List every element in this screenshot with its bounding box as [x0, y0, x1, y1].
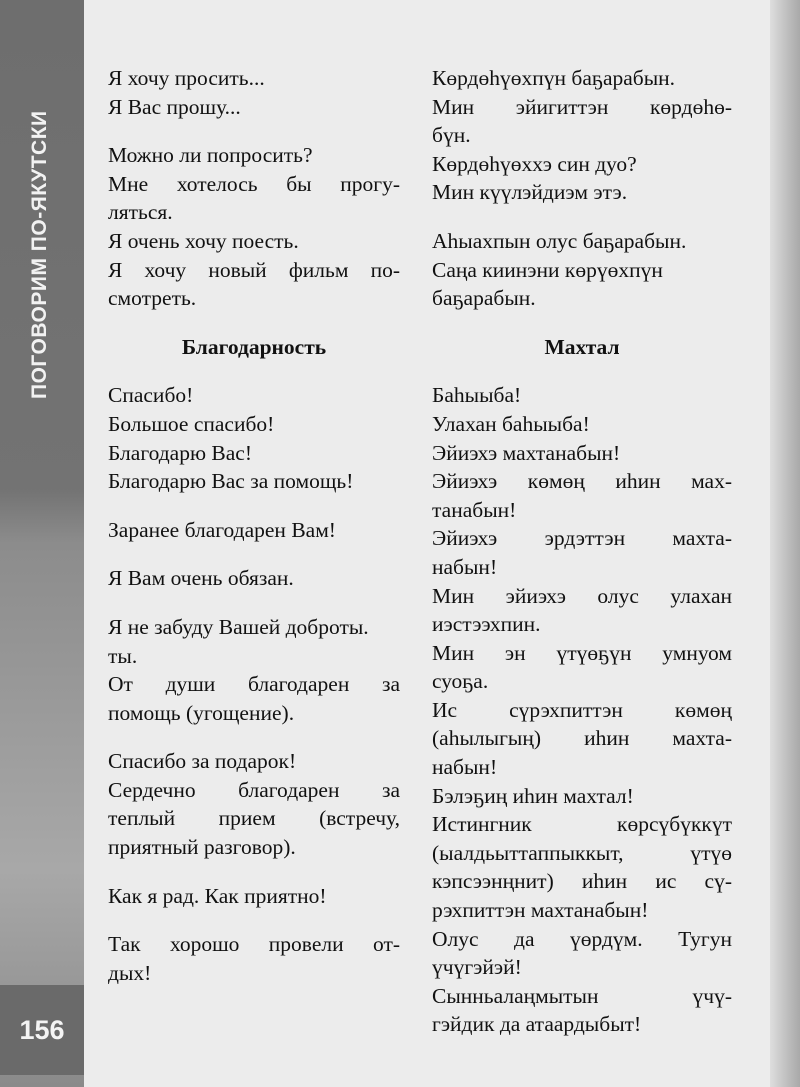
- phrase-sah: Ис сүрэхпиттэн көмөң: [432, 697, 732, 722]
- page-edge-shadow: [770, 0, 800, 1087]
- phrase-sah: Баһыыба!: [432, 383, 522, 408]
- phrase-sah: иэстээхпин.: [432, 612, 541, 637]
- phrase-sah: рэхпиттэн махтанабын!: [432, 898, 649, 923]
- phrase-ru: Благодарю Вас!: [108, 440, 253, 465]
- phrase-sah: кэпсээнңнит) иһин ис сү-: [432, 869, 732, 894]
- phrase-ru: От души благодарен за: [108, 672, 400, 697]
- phrase-sah: бүн.: [432, 123, 471, 148]
- phrase-sah: Улахан баһыыба!: [432, 411, 590, 436]
- phrase-ru: Я хочу просить...: [108, 66, 265, 90]
- phrase-ru: Так хорошо провели от-: [108, 932, 400, 957]
- phrase-ru: Большое спасибо!: [108, 411, 275, 436]
- phrase-sah: Мин күүлэйдиэм этэ.: [432, 180, 628, 205]
- phrase-ru: приятный разговор).: [108, 835, 296, 860]
- sidebar-band: [0, 0, 84, 1087]
- section-heading-sah: Махтал: [544, 334, 620, 359]
- running-title: ПОГОВОРИМ ПО-ЯКУТСКИ: [28, 110, 51, 399]
- phrase-ru: Сердечно благодарен за: [108, 777, 400, 802]
- phrase-ru: Я Вас прошу...: [108, 94, 241, 119]
- phrase-ru: помощь (угощение).: [108, 700, 295, 725]
- phrase-ru: Я не забуду Вашей доброты.: [108, 614, 369, 639]
- phrase-sah: танабын!: [432, 497, 517, 522]
- yakut-column: [432, 64, 732, 1039]
- phrase-sah: Эйиэхэ көмөң иһин мах-: [432, 469, 732, 494]
- phrase-ru: ты.: [108, 643, 138, 668]
- phrase-ru: Я очень хочу поесть.: [108, 228, 299, 253]
- phrase-sah: набын!: [432, 755, 498, 780]
- phrase-ru: Я хочу новый фильм по-: [108, 257, 400, 282]
- phrase-sah: набын!: [432, 554, 498, 579]
- page-number: 156: [0, 985, 84, 1075]
- phrase-ru: Как я рад. Как приятно!: [108, 883, 327, 908]
- phrase-ru: Можно ли попросить?: [108, 143, 313, 168]
- phrase-sah: Аһыахпын олус баҕарабын.: [432, 228, 687, 253]
- phrase-ru: смотреть.: [108, 286, 197, 311]
- phrase-sah: Мин эйигиттэн көрдөһө-: [432, 94, 732, 119]
- phrase-sah: (ыалдьыттаппыккыт, үтүө: [432, 840, 732, 865]
- phrase-ru: теплый прием (встречу,: [108, 806, 400, 831]
- phrase-sah: гэйдик да атаардыбыт!: [432, 1012, 642, 1037]
- phrase-sah: Мин эн үтүөҕүн умнуом: [432, 640, 732, 665]
- russian-column: [108, 64, 400, 987]
- phrase-ru: Мне хотелось бы прогу-: [108, 171, 400, 196]
- phrase-ru: ляться.: [108, 200, 173, 225]
- phrase-sah: Истингник көрсүбүккүт: [432, 812, 732, 837]
- phrase-sah: Бэлэҕиң иһин махтал!: [432, 783, 634, 808]
- phrase-sah: суоҕа.: [432, 669, 489, 694]
- phrase-ru: Я Вам очень обязан.: [108, 566, 294, 591]
- phrase-sah: үчүгэйэй!: [432, 955, 522, 980]
- phrase-ru: Спасибо!: [108, 383, 194, 408]
- phrase-ru: Заранее благодарен Вам!: [108, 517, 336, 542]
- phrase-sah: (аһылыгың) иһин махта-: [432, 726, 732, 751]
- section-heading-ru: Благодарность: [181, 334, 327, 359]
- phrase-sah: Көрдөһүөхпүн баҕарабын.: [432, 66, 676, 90]
- phrase-sah: Эйиэхэ эрдэттэн махта-: [432, 526, 732, 551]
- phrase-sah: Мин эйиэхэ олус улахан: [432, 583, 732, 608]
- phrase-ru: Спасибо за подарок!: [108, 749, 297, 774]
- phrase-sah: Көрдөһүөххэ син дуо?: [432, 151, 637, 176]
- phrase-sah: баҕарабын.: [432, 286, 536, 311]
- phrase-sah: Сынньалаңмытын үчү-: [432, 983, 732, 1008]
- phrase-ru: дых!: [108, 960, 152, 985]
- phrase-ru: Благодарю Вас за помощь!: [108, 469, 354, 494]
- phrase-sah: Эйиэхэ махтанабын!: [432, 440, 621, 465]
- phrase-sah: Олус да үөрдүм. Тугун: [432, 926, 732, 951]
- phrase-sah: Саңа киинэни көрүөхпүн: [432, 257, 663, 282]
